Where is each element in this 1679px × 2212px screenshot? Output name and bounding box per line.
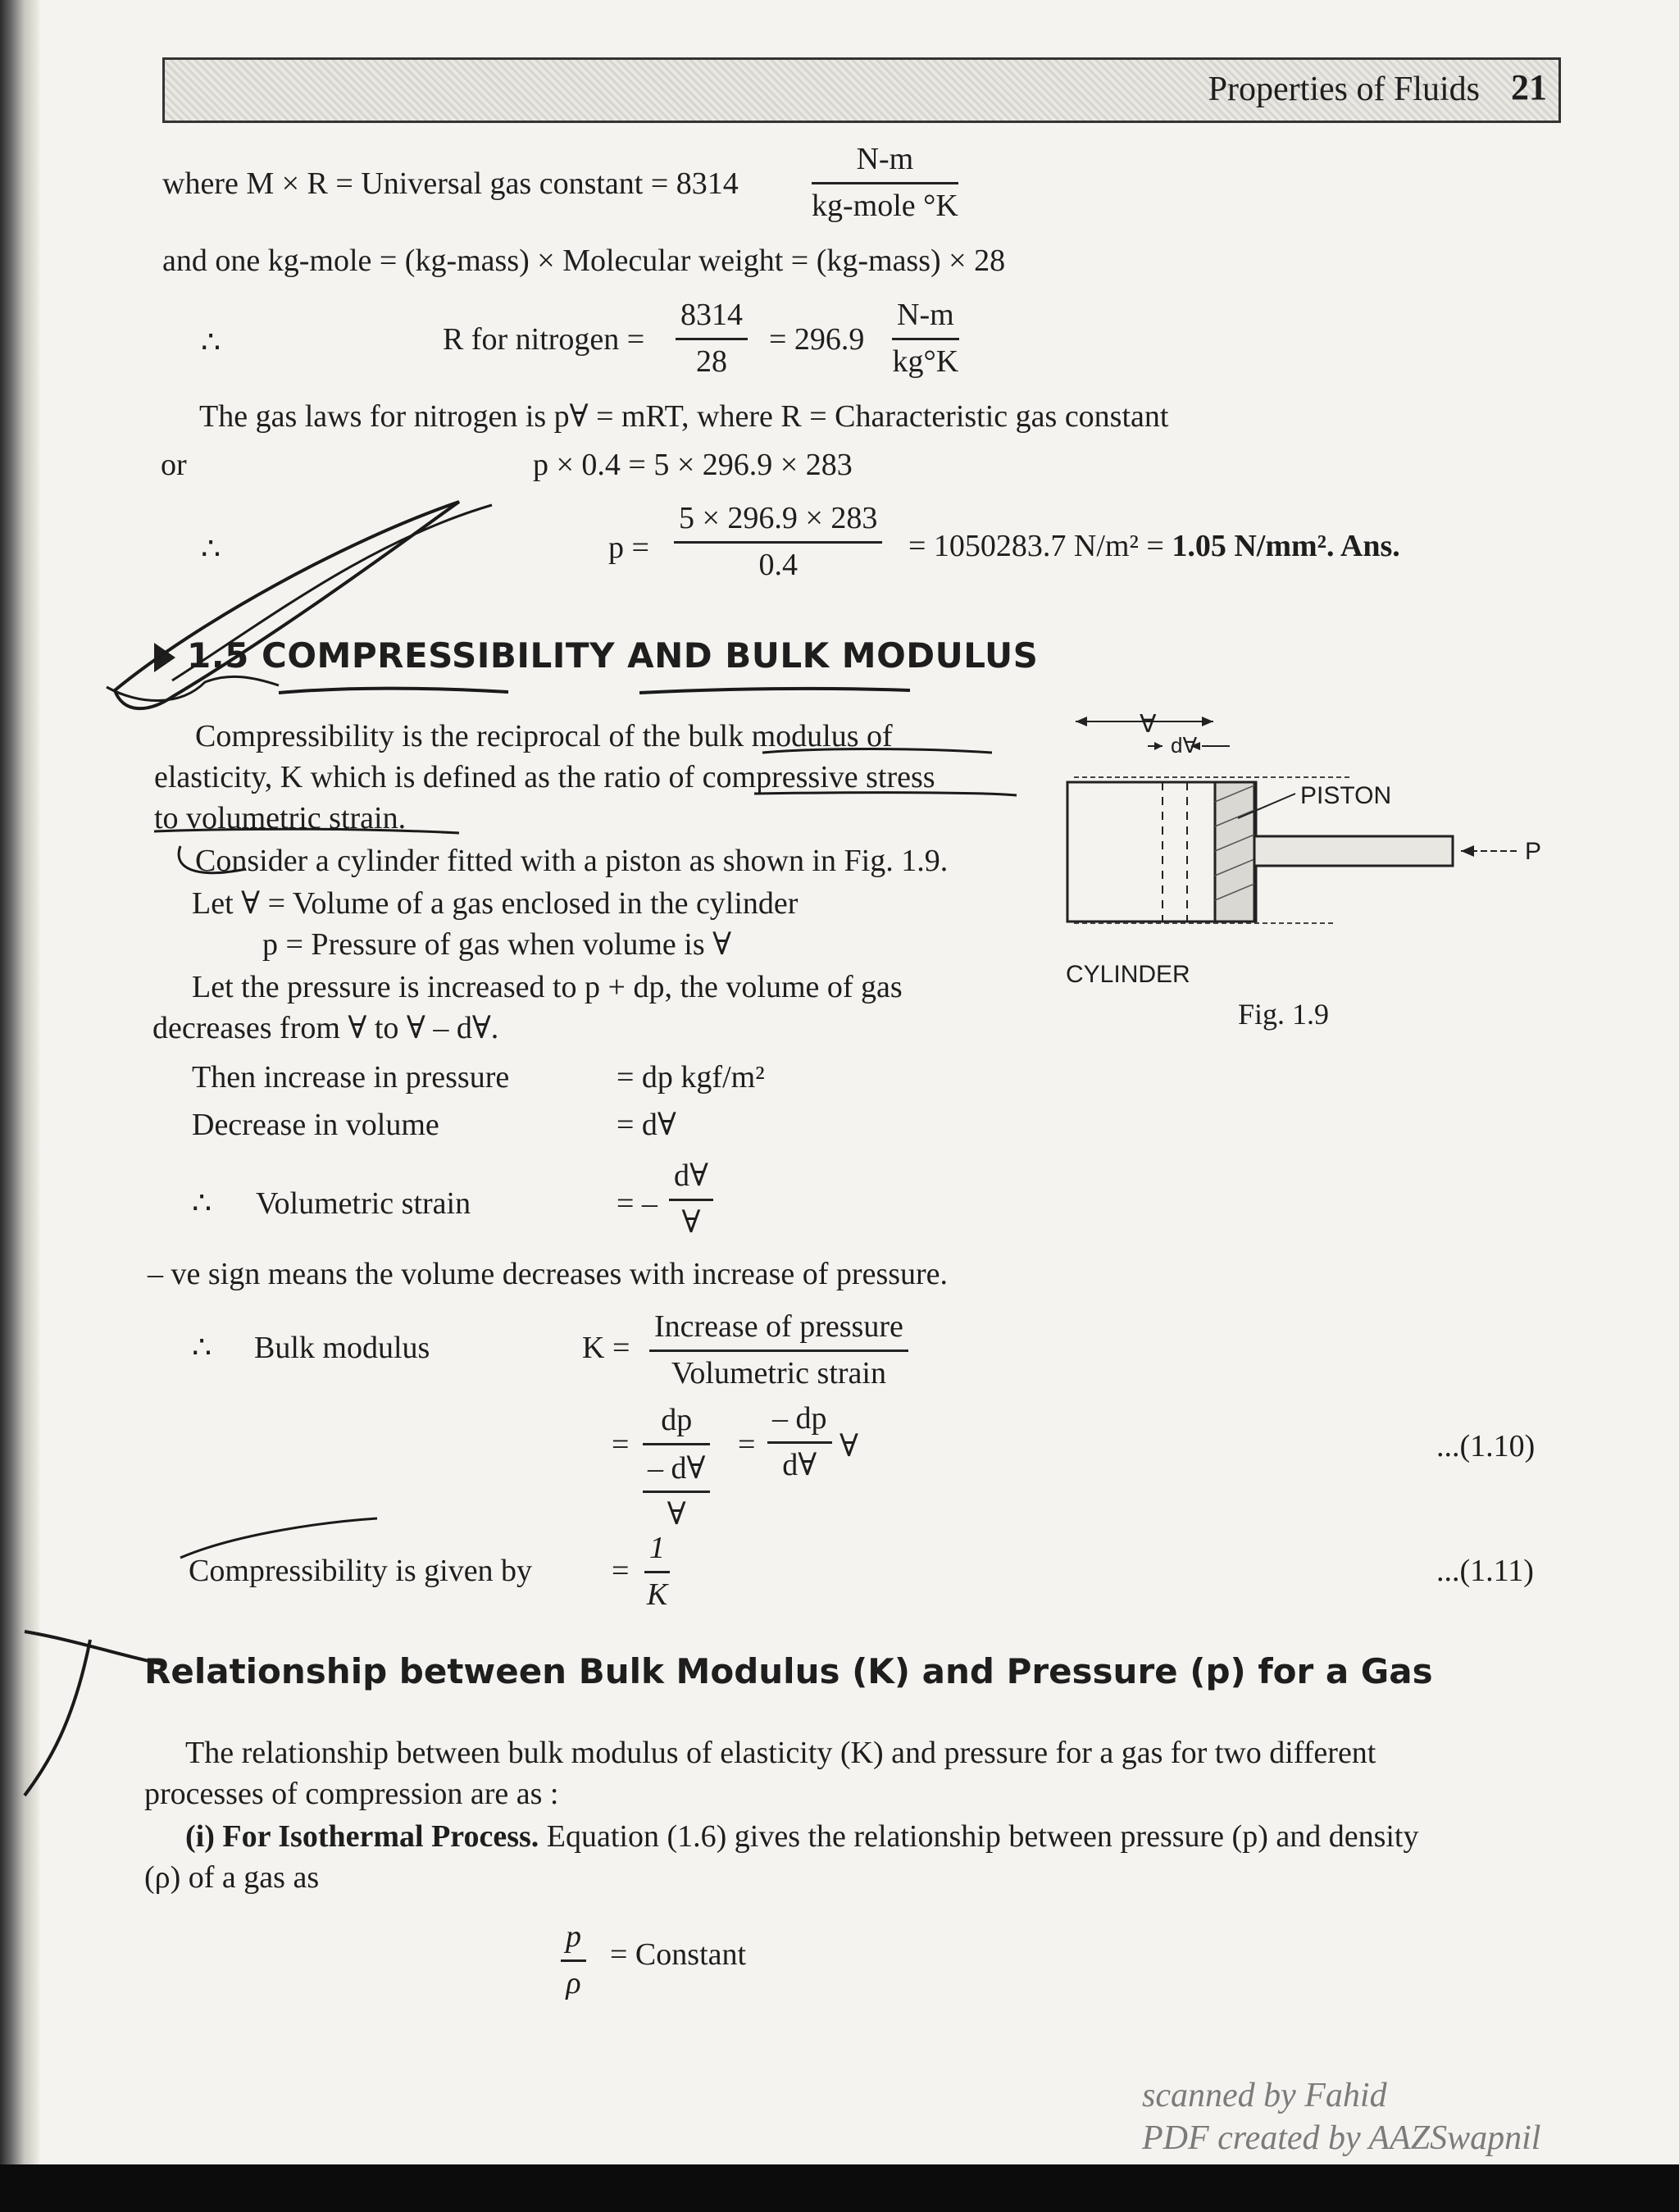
figure-dv-label: d∀	[1171, 733, 1198, 758]
compressibility-label: Compressibility is given by	[189, 1554, 533, 1588]
pressure-fraction: $\frac{5 \times 296.9 \times 283}{0.4}$	[674, 500, 882, 584]
let-volume-line: Let ∀ = Volume of a gas enclosed in the cylinder	[192, 886, 799, 921]
isothermal-constant: = Constant	[610, 1937, 747, 1972]
header-title: Properties of Fluids	[1208, 71, 1480, 108]
let-pressure-line: p = Pressure of gas when volume is ∀	[262, 927, 732, 962]
r-nitrogen-fraction: $\frac{8314}{28}$	[676, 297, 748, 380]
section-arrow-icon	[154, 643, 175, 672]
increase-pressure-value: = dp kgf/m²	[617, 1060, 765, 1095]
therefore-symbol-2: ∴	[201, 532, 221, 567]
compressibility-fraction: $\frac{1}{K}$	[644, 1530, 670, 1613]
pdf-credit: PDF created by AAZSwapnil	[1142, 2119, 1541, 2157]
figure-p-label: P	[1525, 838, 1542, 865]
decrease-volume-value: = d∀	[617, 1108, 676, 1142]
decrease-volume-label: Decrease in volume	[192, 1108, 439, 1142]
subsection-para2-line1: (i) For Isothermal Process. Equation (1.6) gives the relationship between pressure (p) and density	[185, 1819, 1419, 1854]
gas-law-line: The gas laws for nitrogen is p∀ = mRT, where R = Characteristic gas constant	[199, 399, 1169, 434]
subsection-para1-line2: processes of compression are as :	[144, 1777, 559, 1811]
r-nitrogen-unit: $\frac{N-m}{kg^\circ K}$	[892, 298, 959, 379]
pressure-equation: p × 0.4 = 5 × 296.9 × 283	[533, 448, 853, 482]
subsection-para1-line1: The relationship between bulk modulus of elasticity (K) and pressure for a gas for two different	[185, 1736, 1376, 1770]
figure-caption: Fig. 1.9	[1238, 998, 1330, 1031]
increase-pressure-label: Then increase in pressure	[192, 1060, 510, 1095]
pressure-answer: 1.05 N/mm². Ans.	[1172, 529, 1400, 563]
kg-mole-line: and one kg-mole = (kg-mass) × Molecular weight = (kg-mass) × 28	[162, 244, 1006, 278]
para1-line3: to volumetric strain.	[154, 801, 407, 835]
isothermal-fraction: $\frac{p}{\rho}$	[561, 1918, 586, 2002]
r-nitrogen-result: = 296.9	[769, 322, 865, 357]
bulk-modulus-fraction-2: $\frac{- dp}{d\forall}$	[767, 1400, 832, 1484]
book-binding-edge	[0, 0, 39, 2212]
equation-number-1-11: ...(1.11)	[1436, 1554, 1534, 1588]
bulk-modulus-complex-fraction: dp – d∀ ∀	[643, 1402, 710, 1534]
para1-line1: Compressibility is the reciprocal of the bulk modulus of	[195, 719, 893, 753]
volumetric-strain-fraction: d∀ ∀	[669, 1158, 713, 1241]
gas-constant-line: where M × R = Universal gas constant = 8314	[162, 166, 739, 201]
scan-bottom-edge	[0, 2164, 1679, 2212]
compressibility-eq: =	[612, 1554, 630, 1588]
therefore-symbol-4: ∴	[192, 1331, 212, 1365]
gas-constant-unit: N-m kg-mole °K	[812, 142, 958, 223]
para1-line2: elasticity, K which is defined as the ratio of compressive stress	[154, 760, 935, 794]
cylinder-piston-figure	[1058, 703, 1566, 988]
figure-drawing	[1058, 703, 1566, 974]
bulk-modulus-label: Bulk modulus	[254, 1331, 430, 1365]
volumetric-strain-eq: = –	[617, 1186, 657, 1221]
bulk-modulus-volume: ∀	[840, 1429, 858, 1463]
pressure-result: = 1050283.7 N/m² = 1.05 N/mm². Ans.	[908, 529, 1400, 563]
scan-credit: scanned by Fahid	[1142, 2077, 1387, 2114]
therefore-symbol: ∴	[201, 325, 221, 360]
bulk-modulus-k: K =	[582, 1331, 630, 1365]
figure-piston-label: PISTON	[1300, 782, 1392, 809]
therefore-symbol-3: ∴	[192, 1186, 212, 1221]
bulk-modulus-mid-eq: =	[738, 1427, 756, 1462]
para2: Consider a cylinder fitted with a piston as shown in Fig. 1.9.	[195, 844, 949, 878]
figure-cylinder-label: CYLINDER	[1066, 961, 1190, 988]
or-label: or	[161, 448, 187, 482]
bulk-modulus-fraction: Increase of pressure Volumetric strain	[649, 1309, 908, 1392]
figure-volume-label: ∀	[1140, 711, 1157, 738]
r-nitrogen-label: R for nitrogen =	[443, 322, 645, 357]
para3-line1: Let the pressure is increased to p + dp, the volume of gas	[192, 970, 903, 1004]
running-header	[162, 57, 1561, 123]
para3-line2: decreases from ∀ to ∀ – d∀.	[152, 1011, 499, 1045]
subsection-heading: Relationship between Bulk Modulus (K) and Pressure (p) for a Gas	[144, 1651, 1433, 1691]
bulk-modulus-eq2: =	[612, 1427, 630, 1462]
isothermal-lead: (i) For Isothermal Process.	[185, 1819, 539, 1854]
sign-note: – ve sign means the volume decreases with increase of pressure.	[148, 1257, 949, 1291]
equation-number-1-10: ...(1.10)	[1436, 1429, 1536, 1463]
subsection-para2-line2: (ρ) of a gas as	[144, 1860, 320, 1895]
page-number: 21	[1511, 67, 1547, 107]
volumetric-strain-label: Volumetric strain	[256, 1186, 471, 1221]
section-heading: 1.5 COMPRESSIBILITY AND BULK MODULUS	[187, 635, 1039, 676]
p-label: p =	[608, 530, 649, 565]
